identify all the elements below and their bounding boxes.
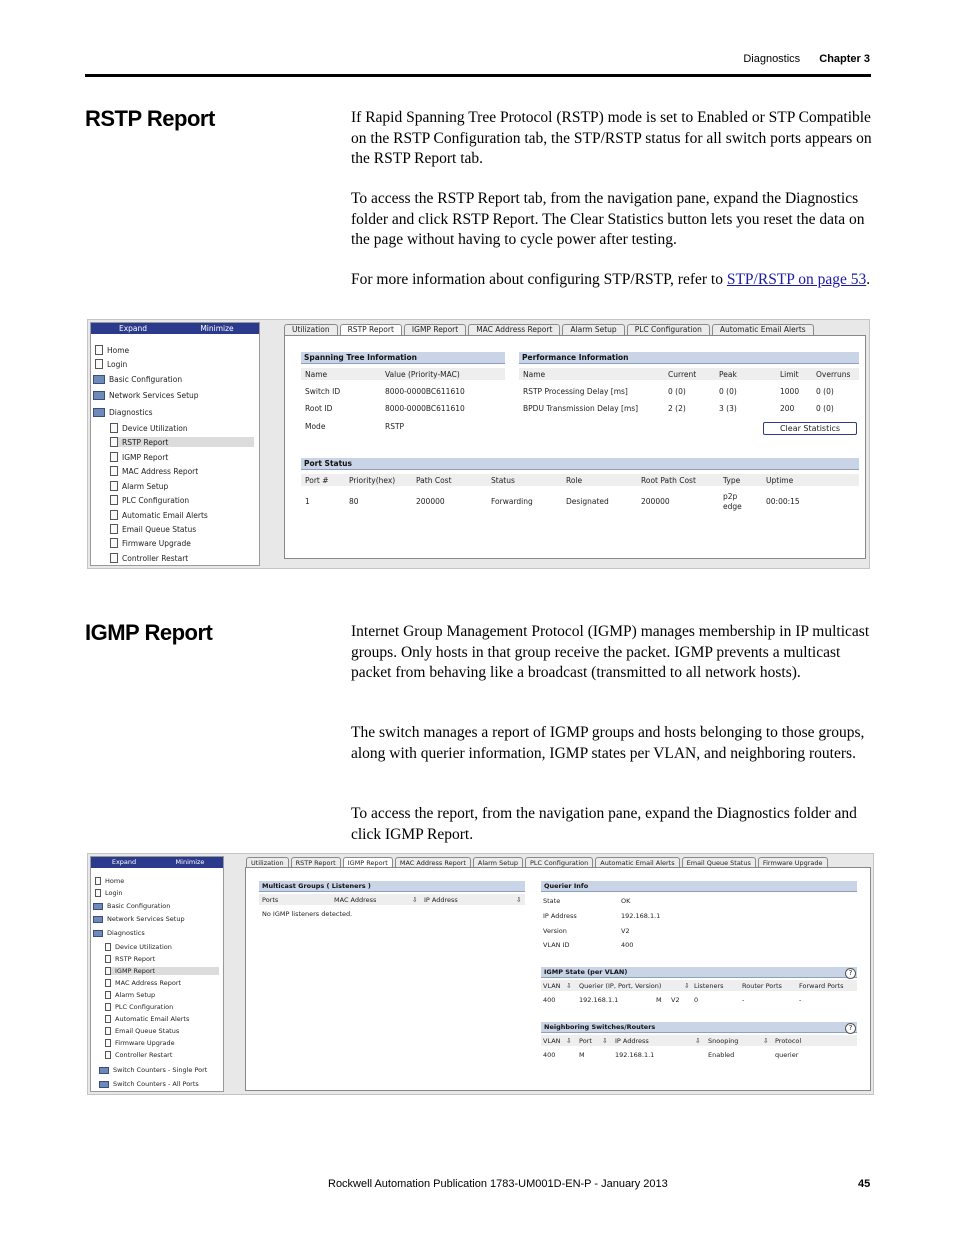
page-icon bbox=[105, 991, 111, 999]
port-col: Port # bbox=[305, 476, 329, 485]
nav-item-rstp-report[interactable] bbox=[105, 955, 155, 963]
querier-info-header: Querier Info bbox=[541, 881, 857, 892]
nav-label: Diagnostics bbox=[107, 929, 145, 937]
help-icon[interactable]: ? bbox=[845, 968, 856, 979]
nav-label: Email Queue Status bbox=[122, 524, 197, 534]
port-col: Role bbox=[566, 476, 583, 485]
rstp-heading: RSTP Report bbox=[85, 106, 215, 131]
nav-label: RSTP Report bbox=[122, 437, 169, 447]
port-cell: 200000 bbox=[641, 497, 670, 506]
state-cell: 0 bbox=[694, 996, 699, 1004]
state-col: Router Ports bbox=[742, 982, 782, 990]
tab-plc-configuration[interactable]: PLC Configuration bbox=[525, 857, 593, 868]
nav-label: Basic Configuration bbox=[107, 902, 171, 910]
expand-button[interactable]: Expand bbox=[118, 324, 148, 333]
perf-cell: BPDU Transmission Delay [ms] bbox=[523, 404, 639, 413]
port-cell: 200000 bbox=[416, 497, 445, 506]
nav-label: Home bbox=[107, 345, 130, 355]
nav-item-controller-restart[interactable] bbox=[110, 553, 188, 563]
nav-folder-switch-counters-single-port[interactable] bbox=[99, 1066, 207, 1074]
nav-item-device-utilization[interactable] bbox=[105, 943, 172, 951]
perf-col: Overruns bbox=[816, 370, 851, 379]
tab-automatic-email-alerts[interactable]: Automatic Email Alerts bbox=[595, 857, 679, 868]
port-cell: 1 bbox=[305, 497, 310, 506]
publication-footer: Rockwell Automation Publication 1783-UM001D-EN-P - January 2013 bbox=[328, 1178, 668, 1190]
mcast-col-mac: MAC Address bbox=[334, 896, 377, 904]
neighbor-cell: 400 bbox=[543, 1051, 556, 1059]
nav-item-home[interactable] bbox=[95, 877, 124, 885]
mcast-col-ports: Ports bbox=[262, 896, 279, 904]
nav-label: Login bbox=[105, 889, 123, 897]
neighbor-col: VLAN bbox=[543, 1037, 561, 1045]
state-cell: 192.168.1.1 bbox=[579, 996, 619, 1004]
port-cell: 80 bbox=[349, 497, 359, 506]
sort-icon[interactable]: ⇩ bbox=[602, 1037, 608, 1045]
nav-label: Network Services Setup bbox=[109, 391, 199, 400]
folder-icon bbox=[99, 1067, 109, 1074]
sti-row-value: 8000-0000BC611610 bbox=[385, 404, 465, 413]
nav-label: Alarm Setup bbox=[115, 991, 156, 999]
folder-icon bbox=[93, 903, 103, 910]
sort-icon[interactable]: ⇩ bbox=[695, 1037, 701, 1045]
tab-email-queue-status[interactable]: Email Queue Status bbox=[682, 857, 756, 868]
perf-cell: 0 (0) bbox=[719, 387, 737, 396]
nav-label: Home bbox=[105, 877, 125, 885]
perf-col: Name bbox=[523, 370, 546, 379]
expand-button[interactable]: Expand bbox=[111, 858, 137, 866]
neighbor-cell: Enabled bbox=[708, 1051, 735, 1059]
nav-folder-basic-configuration[interactable] bbox=[93, 902, 170, 910]
page-icon bbox=[105, 979, 111, 987]
nav-label: Device Utilization bbox=[115, 943, 172, 951]
nav-label: Firmware Upgrade bbox=[115, 1039, 175, 1047]
state-col: VLAN bbox=[543, 982, 561, 990]
state-cell: - bbox=[799, 996, 802, 1004]
nav-item-firmware-upgrade[interactable] bbox=[105, 1039, 175, 1047]
nav-label: MAC Address Report bbox=[122, 466, 199, 476]
page-number: 45 bbox=[858, 1178, 871, 1190]
nav-pane bbox=[90, 856, 224, 1092]
page-icon bbox=[110, 510, 118, 520]
sti-row-value: 8000-0000BC611610 bbox=[385, 387, 465, 396]
igmp-para-3: To access the report, from the navigation pane, expand the Diagnostics folder and click IGMP Report. bbox=[351, 805, 857, 843]
rstp-para-3 bbox=[351, 270, 873, 291]
page-icon bbox=[105, 1015, 111, 1023]
page-icon bbox=[95, 877, 101, 885]
querier-value: 400 bbox=[621, 941, 634, 949]
port-col: Status bbox=[491, 476, 515, 485]
port-col: Root Path Cost bbox=[641, 476, 696, 485]
page-icon bbox=[110, 452, 118, 462]
nav-item-home[interactable] bbox=[95, 345, 129, 355]
neighbor-cell: 192.168.1.1 bbox=[615, 1051, 655, 1059]
sort-icon[interactable]: ⇩ bbox=[566, 982, 572, 990]
folder-icon bbox=[93, 916, 103, 923]
nav-folder-network-services[interactable] bbox=[93, 915, 185, 923]
sort-icon[interactable]: ⇩ bbox=[763, 1037, 769, 1045]
page-icon bbox=[110, 423, 118, 433]
no-listeners-message: No IGMP listeners detected. bbox=[262, 910, 353, 918]
header-section: Diagnostics bbox=[743, 53, 801, 65]
page-icon bbox=[95, 345, 103, 355]
perf-cell: 0 (0) bbox=[816, 387, 834, 396]
performance-info-header: Performance Information bbox=[519, 352, 859, 364]
port-cell: edge bbox=[723, 502, 742, 511]
perf-cell: 2 (2) bbox=[668, 404, 686, 413]
nav-folder-network-services[interactable] bbox=[93, 391, 199, 400]
spanning-tree-info-header: Spanning Tree Information bbox=[301, 352, 505, 364]
nav-item-login[interactable] bbox=[95, 359, 127, 369]
page-icon bbox=[105, 943, 111, 951]
nav-label: Switch Counters - Single Port bbox=[113, 1066, 208, 1074]
nav-item-device-utilization[interactable] bbox=[110, 423, 188, 433]
nav-item-email-queue-status[interactable] bbox=[105, 1027, 179, 1035]
nav-item-igmp-report[interactable] bbox=[110, 452, 168, 462]
neighbor-cell: querier bbox=[775, 1051, 799, 1059]
port-col: Path Cost bbox=[416, 476, 452, 485]
page-icon bbox=[105, 955, 111, 963]
running-header bbox=[743, 53, 870, 65]
nav-toolbar bbox=[91, 323, 259, 334]
nav-label: Controller Restart bbox=[122, 553, 189, 563]
rstp-para-3-end: . bbox=[866, 271, 871, 288]
nav-pane bbox=[90, 322, 260, 566]
page-icon bbox=[110, 481, 118, 491]
page-icon bbox=[95, 359, 103, 369]
page-icon bbox=[110, 553, 118, 563]
sort-icon[interactable]: ⇩ bbox=[684, 982, 690, 990]
open-folder-icon bbox=[93, 408, 105, 417]
help-icon[interactable]: ? bbox=[845, 1023, 856, 1034]
page-icon bbox=[105, 1027, 111, 1035]
tab-firmware-upgrade[interactable]: Firmware Upgrade bbox=[758, 857, 828, 868]
querier-value: OK bbox=[621, 897, 631, 905]
nav-item-automatic-email-alerts[interactable] bbox=[105, 1015, 189, 1023]
nav-label: Alarm Setup bbox=[122, 481, 169, 491]
tab-utilization[interactable]: Utilization bbox=[284, 324, 338, 335]
tab-automatic-email-alerts[interactable]: Automatic Email Alerts bbox=[712, 324, 814, 335]
tab-rstp-report[interactable]: RSTP Report bbox=[291, 857, 341, 868]
sort-icon[interactable]: ⇩ bbox=[566, 1037, 572, 1045]
nav-item-alarm-setup[interactable] bbox=[110, 481, 168, 491]
tab-plc-configuration[interactable]: PLC Configuration bbox=[627, 324, 710, 335]
nav-item-firmware-upgrade[interactable] bbox=[110, 538, 191, 548]
page-icon bbox=[105, 1039, 111, 1047]
folder-icon bbox=[99, 1081, 109, 1088]
folder-icon bbox=[93, 391, 105, 400]
sti-col-name: Name bbox=[305, 370, 328, 379]
rstp-para-3-text: For more information about configuring STP/RSTP, refer to bbox=[351, 271, 727, 288]
port-status-header: Port Status bbox=[301, 458, 859, 470]
querier-label: State bbox=[543, 897, 561, 905]
nav-label: Switch Counters - All Ports bbox=[113, 1080, 199, 1088]
page-icon bbox=[95, 889, 101, 897]
igmp-report-panel bbox=[245, 867, 871, 1091]
rstp-report-screenshot bbox=[87, 319, 870, 569]
state-col: Querier (IP, Port, Version) bbox=[579, 982, 662, 990]
tab-mac-address-report[interactable]: MAC Address Report bbox=[468, 324, 560, 335]
sti-row-label: Root ID bbox=[305, 404, 333, 413]
state-col: Forward Ports bbox=[799, 982, 844, 990]
nav-folder-switch-counters-all-ports[interactable] bbox=[99, 1080, 199, 1088]
port-cell: 00:00:15 bbox=[766, 497, 800, 506]
neighboring-switches-header: Neighboring Switches/Routers bbox=[541, 1022, 857, 1033]
querier-label: IP Address bbox=[543, 912, 577, 920]
nav-label: RSTP Report bbox=[115, 955, 156, 963]
stp-rstp-link[interactable]: STP/RSTP on page 53 bbox=[726, 271, 867, 288]
perf-col: Current bbox=[668, 370, 697, 379]
multicast-groups-header: Multicast Groups ( Listeners ) bbox=[259, 881, 525, 892]
nav-folder-diagnostics[interactable] bbox=[93, 929, 145, 937]
tab-alarm-setup[interactable]: Alarm Setup bbox=[473, 857, 523, 868]
nav-label: Automatic Email Alerts bbox=[115, 1015, 190, 1023]
perf-col: Peak bbox=[719, 370, 737, 379]
nav-item-plc-configuration[interactable] bbox=[105, 1003, 173, 1011]
perf-cell: 3 (3) bbox=[719, 404, 737, 413]
nav-label: IGMP Report bbox=[115, 967, 156, 975]
state-cell: - bbox=[742, 996, 745, 1004]
open-folder-icon bbox=[93, 930, 103, 937]
neighbor-cell: M bbox=[579, 1051, 585, 1059]
igmp-heading: IGMP Report bbox=[85, 620, 213, 645]
port-col: Priority(hex) bbox=[349, 476, 396, 485]
perf-col: Limit bbox=[780, 370, 799, 379]
port-col: Uptime bbox=[766, 476, 794, 485]
nav-label: Device Utilization bbox=[122, 423, 188, 433]
nav-item-email-queue-status[interactable] bbox=[110, 524, 196, 534]
igmp-report-screenshot bbox=[87, 853, 874, 1095]
rstp-para-1: If Rapid Spanning Tree Protocol (RSTP) mode is set to Enabled or STP Compatible on the RSTP Configuration tab, the STP/RSTP status for all switch ports appears on the RSTP Report tab. bbox=[351, 109, 872, 167]
igmp-para-1: Internet Group Management Protocol (IGMP) manages membership in IP multicast groups. Only hosts in that group receive the packet. IGMP prevents a multicast packet from behaving like a broadcast (transmitted to all network hosts). bbox=[351, 623, 870, 681]
port-cell: Designated bbox=[566, 497, 609, 506]
querier-label: Version bbox=[543, 927, 567, 935]
perf-cell: 1000 bbox=[780, 387, 800, 396]
mcast-col-ip: IP Address bbox=[424, 896, 458, 904]
nav-folder-basic-configuration[interactable] bbox=[93, 375, 182, 384]
nav-item-rstp-report[interactable] bbox=[110, 437, 254, 447]
perf-cell: 0 (0) bbox=[668, 387, 686, 396]
querier-label: VLAN ID bbox=[543, 941, 570, 949]
nav-label: Controller Restart bbox=[115, 1051, 173, 1059]
igmp-para-2: The switch manages a report of IGMP groups and hosts belonging to those groups, along with querier information, IGMP states per VLAN, and neighboring routers. bbox=[351, 724, 865, 762]
header-rule bbox=[85, 74, 871, 77]
mcast-column-headers bbox=[259, 894, 525, 905]
nav-label: IGMP Report bbox=[122, 452, 169, 462]
state-col: Listeners bbox=[694, 982, 724, 990]
neighbor-col: Snooping bbox=[708, 1037, 739, 1045]
nav-item-automatic-email-alerts[interactable] bbox=[110, 510, 208, 520]
nav-toolbar bbox=[91, 857, 223, 868]
sort-icon[interactable]: ⇩ bbox=[412, 896, 418, 904]
tab-bar bbox=[284, 324, 816, 335]
tab-utilization[interactable]: Utilization bbox=[246, 857, 289, 868]
tab-igmp-report[interactable]: IGMP Report bbox=[404, 324, 466, 335]
port-cell: p2p bbox=[723, 492, 738, 501]
neighbor-col: Protocol bbox=[775, 1037, 802, 1045]
sti-row-value: RSTP bbox=[385, 422, 405, 431]
nav-label: Login bbox=[107, 359, 128, 369]
page-icon bbox=[105, 967, 111, 975]
sti-row-label: Switch ID bbox=[305, 387, 341, 396]
nav-label: PLC Configuration bbox=[115, 1003, 174, 1011]
querier-value: V2 bbox=[621, 927, 630, 935]
page-icon bbox=[110, 437, 118, 447]
minimize-button[interactable]: Minimize bbox=[200, 324, 234, 333]
nav-item-mac-address-report[interactable] bbox=[110, 466, 198, 476]
port-col: Type bbox=[723, 476, 741, 485]
nav-label: Basic Configuration bbox=[109, 375, 183, 384]
state-cell: M bbox=[656, 996, 662, 1004]
page-icon bbox=[105, 1003, 111, 1011]
nav-label: PLC Configuration bbox=[122, 495, 190, 505]
perf-cell: 200 bbox=[780, 404, 795, 413]
rstp-para-2: To access the RSTP Report tab, from the navigation pane, expand the Diagnostics folder and click RSTP Report. The Clear Statistics button lets you reset the data on the page without having to cycle power after testing. bbox=[351, 190, 865, 248]
neighbor-col: Port bbox=[579, 1037, 592, 1045]
tab-rstp-report[interactable]: RSTP Report bbox=[340, 324, 402, 335]
nav-item-controller-restart[interactable] bbox=[105, 1051, 172, 1059]
state-cell: 400 bbox=[543, 996, 556, 1004]
nav-label: Automatic Email Alerts bbox=[122, 510, 208, 520]
page-icon bbox=[110, 495, 118, 505]
sort-icon[interactable]: ⇩ bbox=[516, 896, 522, 904]
sti-col-value: Value (Priority-MAC) bbox=[385, 370, 460, 379]
nav-item-plc-configuration[interactable] bbox=[110, 495, 189, 505]
querier-value: 192.168.1.1 bbox=[621, 912, 661, 920]
page-icon bbox=[110, 538, 118, 548]
nav-label: MAC Address Report bbox=[115, 979, 182, 987]
port-cell: Forwarding bbox=[491, 497, 533, 506]
page-icon bbox=[110, 466, 118, 476]
nav-item-alarm-setup[interactable] bbox=[105, 991, 155, 999]
rstp-report-panel bbox=[284, 335, 866, 559]
nav-label: Diagnostics bbox=[109, 408, 153, 417]
tab-igmp-report[interactable]: IGMP Report bbox=[343, 857, 393, 868]
nav-item-mac-address-report[interactable] bbox=[105, 979, 181, 987]
clear-statistics-button[interactable]: Clear Statistics bbox=[763, 422, 857, 435]
sti-row-label: Mode bbox=[305, 422, 326, 431]
nav-item-igmp-report[interactable] bbox=[105, 967, 219, 975]
page-icon bbox=[105, 1051, 111, 1059]
neighbor-col: IP Address bbox=[615, 1037, 649, 1045]
nav-label: Email Queue Status bbox=[115, 1027, 180, 1035]
tab-mac-address-report[interactable]: MAC Address Report bbox=[395, 857, 471, 868]
nav-label: Firmware Upgrade bbox=[122, 538, 191, 548]
igmp-state-header: IGMP State (per VLAN) bbox=[541, 967, 857, 978]
perf-cell: RSTP Processing Delay [ms] bbox=[523, 387, 628, 396]
folder-icon bbox=[93, 375, 105, 384]
nav-label: Network Services Setup bbox=[107, 915, 185, 923]
state-cell: V2 bbox=[671, 996, 680, 1004]
nav-folder-diagnostics[interactable] bbox=[93, 408, 153, 417]
minimize-button[interactable]: Minimize bbox=[175, 858, 205, 866]
page-icon bbox=[110, 524, 118, 534]
nav-item-login[interactable] bbox=[95, 889, 123, 897]
header-chapter: Chapter 3 bbox=[819, 53, 870, 65]
perf-cell: 0 (0) bbox=[816, 404, 834, 413]
tab-alarm-setup[interactable]: Alarm Setup bbox=[562, 324, 624, 335]
